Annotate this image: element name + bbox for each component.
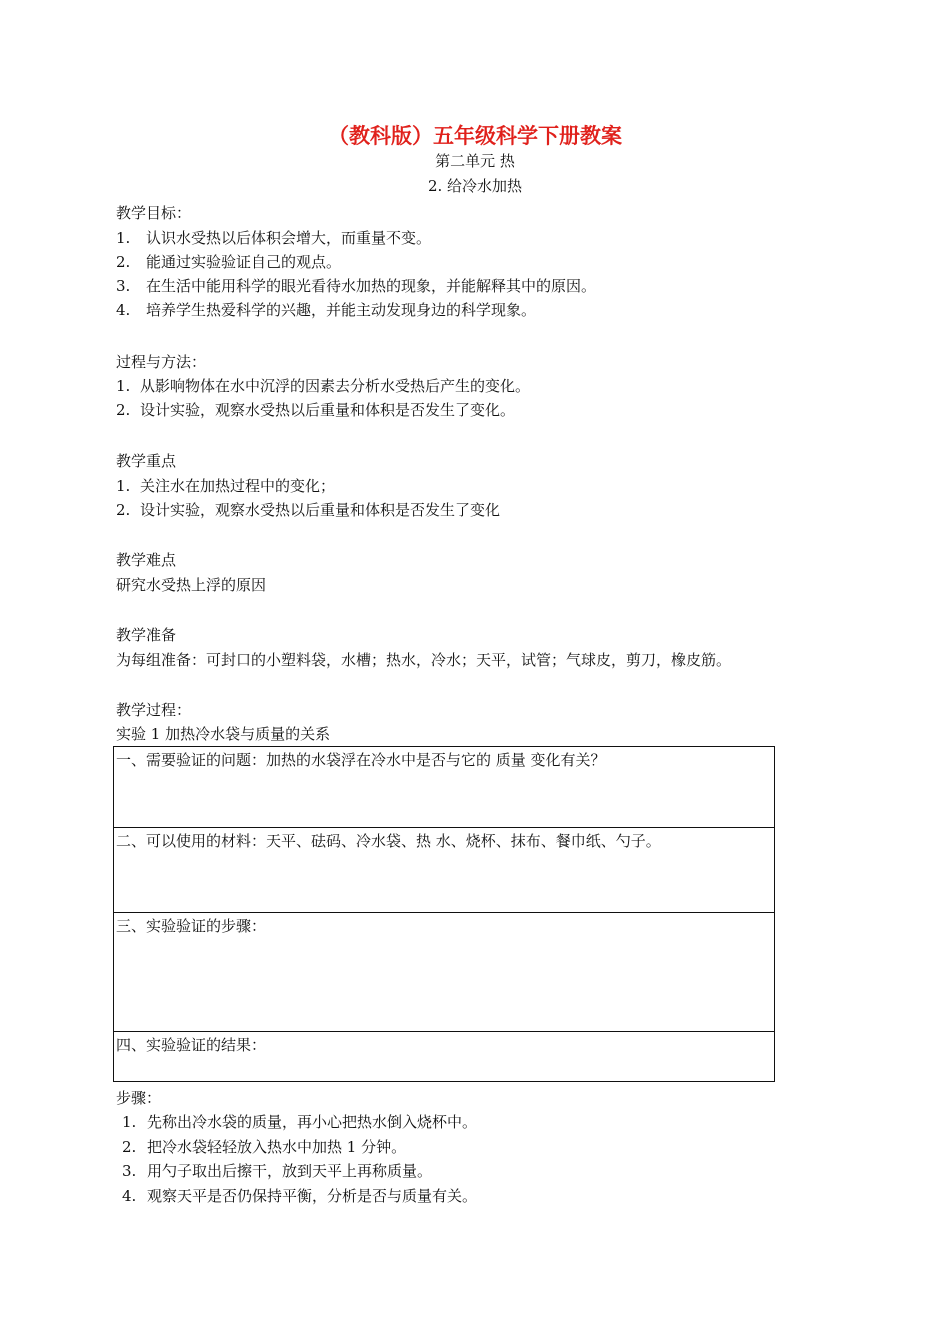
table-row xyxy=(114,1032,775,1082)
process-method-number: 2. xyxy=(116,401,131,419)
objective-item xyxy=(116,251,341,273)
table-cell-steps: 三、实验验证的步骤： xyxy=(114,913,775,1032)
key-point-number: 1. xyxy=(116,477,131,495)
lesson-title: 2. 给冷水加热 xyxy=(427,177,523,195)
key-point-number: 2. xyxy=(116,501,131,519)
key-point-item xyxy=(116,499,500,521)
difficulty-heading: 教学难点 xyxy=(116,551,177,569)
process-method-heading: 过程与方法： xyxy=(116,353,207,371)
objective-text: 认识水受热以后体积会增大，而重量不变。 xyxy=(146,229,432,247)
teaching-process-heading: 教学过程： xyxy=(116,701,192,719)
objective-number: 2. xyxy=(116,253,131,271)
process-method-number: 1. xyxy=(116,377,131,395)
process-method-text: 从影响物体在水中沉浮的因素去分析水受热后产生的变化。 xyxy=(140,377,531,395)
objective-number: 1. xyxy=(116,229,131,247)
table-cell-materials: 二、可以使用的材料：天平、砝码、冷水袋、热 水、烧杯、抹布、餐巾纸、勺子。 xyxy=(114,828,775,913)
preparation-text: 为每组准备：可封口的小塑料袋，水槽；热水，冷水；天平，试管；气球皮，剪刀，橡皮筋。 xyxy=(116,651,732,669)
step-text: 先称出冷水袋的质量，再小心把热水倒入烧杯中。 xyxy=(147,1113,478,1131)
objective-text: 培养学生热爱科学的兴趣，并能主动发现身边的科学现象。 xyxy=(146,301,537,319)
steps-heading: 步骤： xyxy=(116,1089,162,1107)
difficulty-text: 研究水受热上浮的原因 xyxy=(116,576,267,594)
step-text: 用勺子取出后擦干，放到天平上再称质量。 xyxy=(147,1162,433,1180)
objectives-heading: 教学目标： xyxy=(116,204,192,222)
step-item xyxy=(122,1160,432,1182)
objective-text: 在生活中能用科学的眼光看待水加热的现象，并能解释其中的原因。 xyxy=(146,277,597,295)
key-point-item xyxy=(116,475,335,497)
objective-number: 4. xyxy=(116,301,131,319)
objective-item xyxy=(116,275,596,297)
objective-item xyxy=(116,227,431,249)
table-row xyxy=(114,913,775,1032)
process-method-text: 设计实验，观察水受热以后重量和体积是否发生了变化。 xyxy=(140,401,516,419)
document-title: （教科版）五年级科学下册教案 xyxy=(328,123,622,148)
process-method-item xyxy=(116,399,515,421)
table-row xyxy=(114,828,775,913)
table-cell-question: 一、需要验证的问题：加热的水袋浮在冷水中是否与它的 质量 变化有关？ xyxy=(114,747,775,828)
objective-number: 3. xyxy=(116,277,131,295)
key-point-text: 关注水在加热过程中的变化； xyxy=(140,477,336,495)
step-item xyxy=(122,1111,477,1133)
step-number: 1. xyxy=(122,1113,137,1131)
key-point-text: 设计实验，观察水受热以后重量和体积是否发生了变化 xyxy=(140,501,501,519)
preparation-heading: 教学准备 xyxy=(116,626,177,644)
table-cell-result: 四、实验验证的结果： xyxy=(114,1032,775,1082)
process-method-item xyxy=(116,375,530,397)
key-points-heading: 教学重点 xyxy=(116,452,177,470)
unit-title: 第二单元 热 xyxy=(435,152,515,170)
table-row xyxy=(114,747,775,828)
experiment-table xyxy=(113,746,775,1082)
step-number: 2. xyxy=(122,1138,137,1156)
step-number: 3. xyxy=(122,1162,137,1180)
step-item xyxy=(122,1185,477,1207)
objective-item xyxy=(116,299,536,321)
step-item xyxy=(122,1136,406,1158)
step-text: 把冷水袋轻轻放入热水中加热 1 分钟。 xyxy=(147,1138,407,1156)
step-number: 4. xyxy=(122,1187,137,1205)
objective-text: 能通过实验验证自己的观点。 xyxy=(146,253,342,271)
step-text: 观察天平是否仍保持平衡，分析是否与质量有关。 xyxy=(147,1187,478,1205)
experiment-title: 实验 1 加热冷水袋与质量的关系 xyxy=(116,725,331,743)
